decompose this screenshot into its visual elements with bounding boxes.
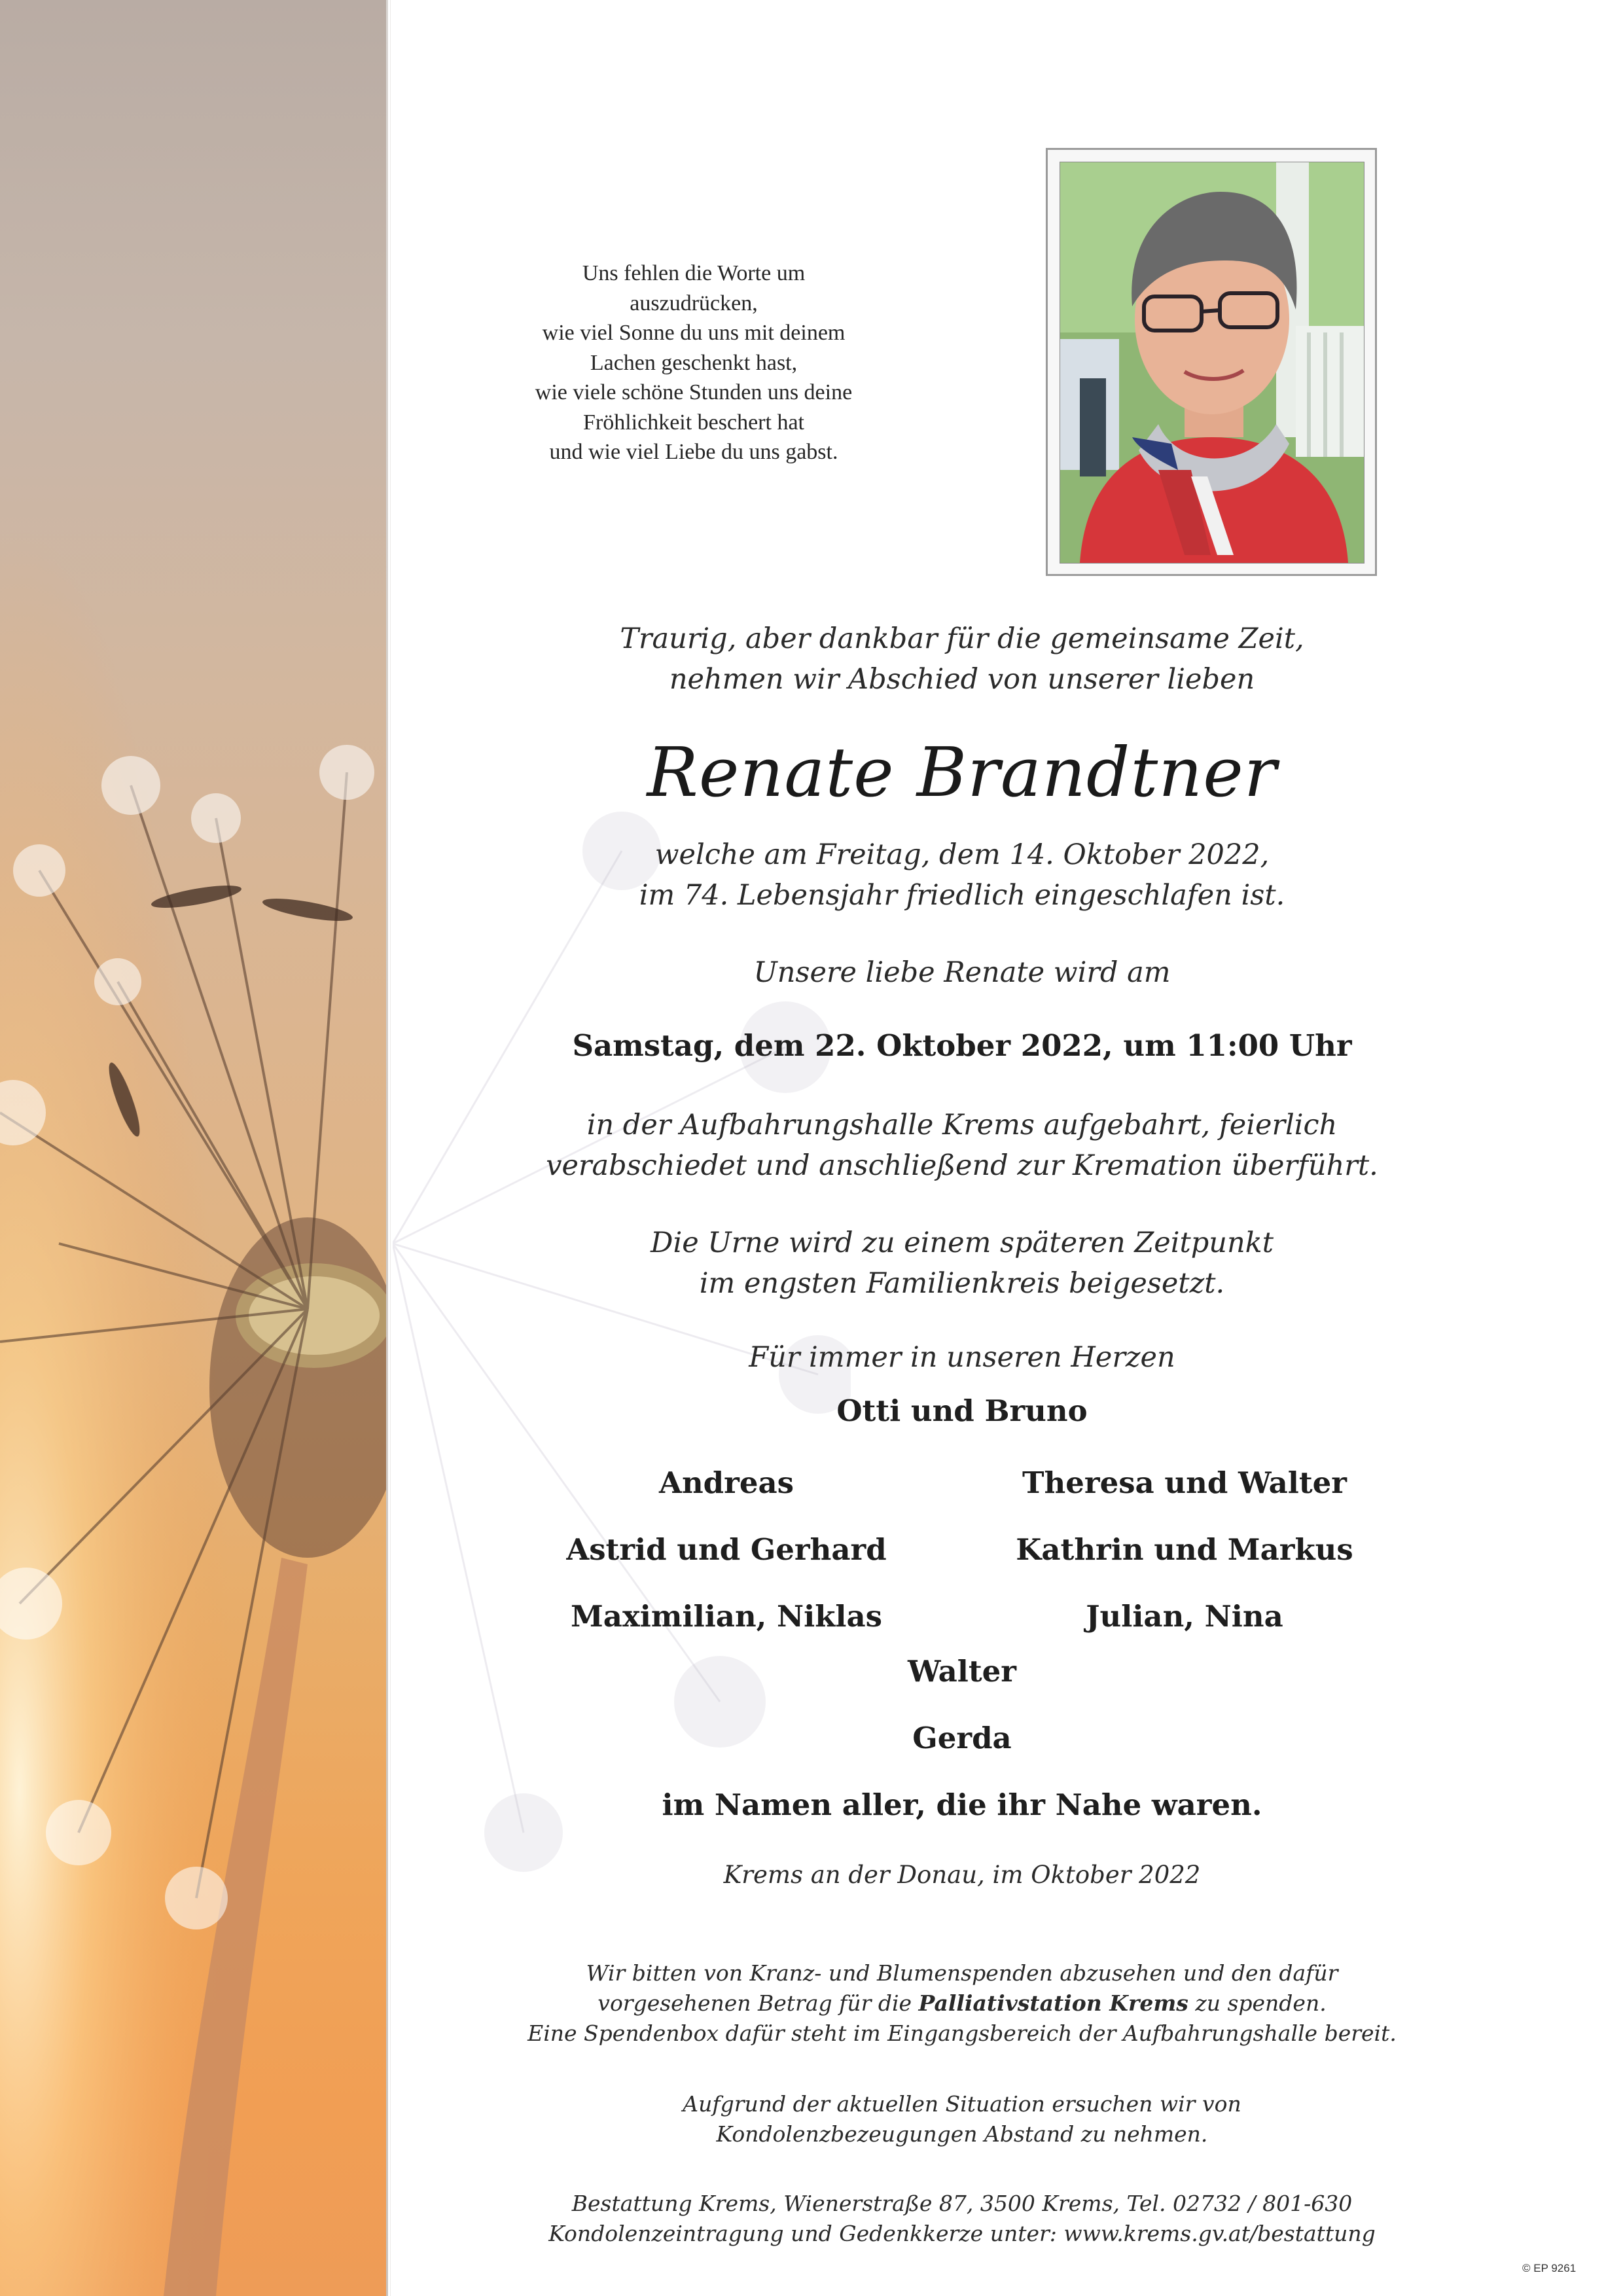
donation-line-2-post: zu spenden.: [1188, 1990, 1327, 2016]
mourner-right: Kathrin und Markus: [1016, 1532, 1353, 1567]
place-line-2: verabschiedet und anschließend zur Kremation überführt.: [546, 1149, 1378, 1182]
death-notice: [497, 834, 1427, 916]
portrait-frame: [1046, 148, 1377, 576]
mourner-top: Otti und Bruno: [836, 1393, 1088, 1428]
deceased-name: Renate Brandtner: [647, 732, 1277, 812]
death-line-2: im 74. Lebensjahr friedlich eingeschlafen ist.: [639, 879, 1285, 912]
mourner-center: Gerda: [912, 1721, 1012, 1755]
mourner-center: Walter: [907, 1654, 1016, 1689]
urn-note: [497, 1223, 1427, 1304]
portrait-illustration: [1060, 162, 1364, 563]
intro-line-1: Traurig, aber dankbar für die gemeinsame Zeit,: [620, 622, 1304, 655]
condolence-note: [497, 2089, 1427, 2149]
palliative-station-name: Palliativstation Krems: [918, 1990, 1188, 2016]
urn-line-1: Die Urne wird zu einem späteren Zeitpunkt: [651, 1227, 1274, 1259]
print-code: © EP 9261: [1522, 2262, 1577, 2274]
panel-divider-edge: [390, 0, 391, 2296]
contact-line-2: Kondolenzeintragung und Gedenkkerze unter: www.krems.gv.at/bestattung: [548, 2221, 1376, 2246]
urn-line-2: im engsten Familienkreis beigesetzt.: [699, 1267, 1225, 1300]
mourner-left: Maximilian, Niklas: [571, 1599, 882, 1634]
donation-line-3: Eine Spendenbox dafür steht im Eingangsbereich der Aufbahrungshalle bereit.: [527, 2020, 1397, 2046]
contact-line-1: Bestattung Krems, Wienerstraße 87, 3500 Krems, Tel. 02732 / 801-630: [571, 2191, 1353, 2216]
portrait-photo: [1060, 162, 1364, 564]
mourner-right: Theresa und Walter: [1022, 1465, 1347, 1500]
poem-line: wie viel Sonne du uns mit deinem: [542, 321, 846, 345]
poem-line: Fröhlichkeit beschert hat: [582, 410, 804, 435]
city-date: Krems an der Donau, im Oktober 2022: [723, 1861, 1201, 1889]
donation-line-2-pre: vorgesehenen Betrag für die: [597, 1990, 919, 2016]
poem-line: auszudrücken,: [630, 291, 758, 315]
poem-line: Lachen geschenkt hast,: [590, 350, 798, 375]
donation-line-2: [497, 1988, 1427, 2018]
condolence-line-2: Kondolenzbezeugungen Abstand zu nehmen.: [716, 2121, 1208, 2147]
dandelion-illustration: [0, 0, 386, 2296]
dandelion-side-image: [0, 0, 386, 2296]
intro-line-2: nehmen wir Abschied von unserer lieben: [669, 663, 1255, 696]
forever-text: Für immer in unseren Herzen: [749, 1341, 1175, 1374]
death-line-1: welche am Freitag, dem 14. Oktober 2022,: [654, 838, 1270, 871]
ceremony-date: Samstag, dem 22. Oktober 2022, um 11:00 Uhr: [572, 1028, 1352, 1063]
intro-text: [497, 619, 1427, 700]
panel-divider: [386, 0, 388, 2296]
place-line-1: in der Aufbahrungshalle Krems aufgebahrt, feierlich: [586, 1109, 1338, 1141]
poem-line: und wie viel Liebe du uns gabst.: [549, 440, 838, 464]
contact-info: [497, 2189, 1427, 2249]
condolence-line-1: Aufgrund der aktuellen Situation ersuchen wir von: [683, 2091, 1241, 2117]
memorial-poem: [510, 259, 877, 467]
donation-note: [497, 1958, 1427, 2049]
ceremony-place: [497, 1105, 1427, 1186]
mourner-left: Andreas: [659, 1465, 794, 1500]
announcement-text: Unsere liebe Renate wird am: [753, 956, 1171, 989]
mourner-left: Astrid und Gerhard: [566, 1532, 887, 1567]
poem-line: wie viele schöne Stunden uns deine: [535, 380, 853, 404]
poem-line: Uns fehlen die Worte um: [582, 261, 806, 285]
donation-line-1: Wir bitten von Kranz- und Blumenspenden abzusehen und den dafür: [586, 1960, 1338, 1986]
mourner-closing: im Namen aller, die ihr Nahe waren.: [662, 1787, 1262, 1822]
mourner-right: Julian, Nina: [1086, 1599, 1283, 1634]
